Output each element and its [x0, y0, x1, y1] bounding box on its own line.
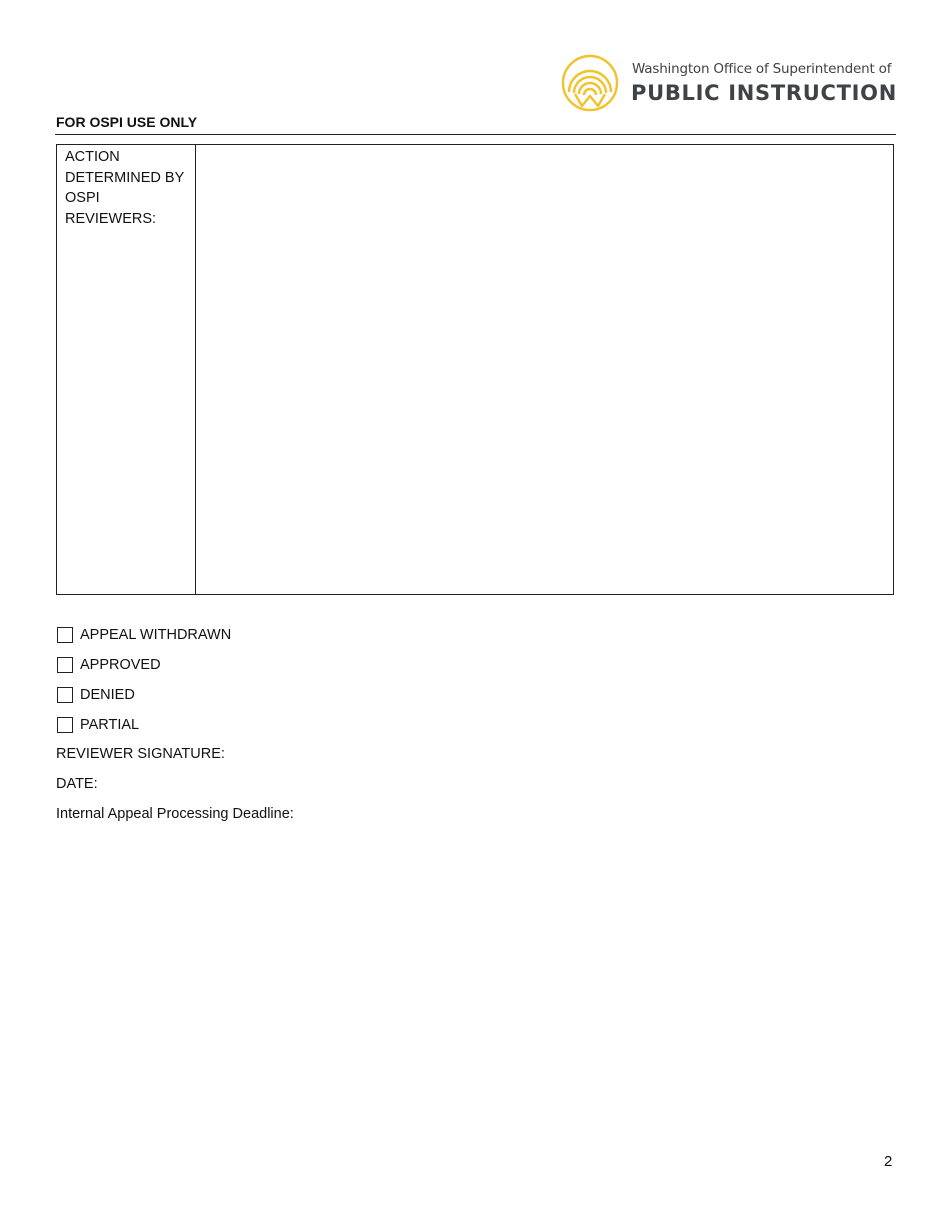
- option-approved[interactable]: [57, 655, 161, 675]
- appeal-withdrawn-checkbox[interactable]: [57, 627, 73, 643]
- logo-agency-name: Washington Office of Superintendent of: [632, 61, 892, 77]
- option-denied[interactable]: [57, 685, 135, 705]
- option-label: APPROVED: [80, 657, 161, 673]
- reviewer-signature-label: REVIEWER SIGNATURE:: [56, 746, 225, 762]
- page-number: 2: [884, 1153, 893, 1170]
- action-label-line-2: DETERMINED BY: [65, 169, 185, 186]
- date-label: DATE:: [56, 776, 98, 792]
- denied-checkbox[interactable]: [57, 687, 73, 703]
- action-label-line-3: OSPI REVIEWERS:: [65, 190, 157, 227]
- option-partial[interactable]: [57, 715, 139, 735]
- option-appeal-withdrawn[interactable]: [57, 625, 231, 645]
- option-label: APPEAL WITHDRAWN: [80, 627, 232, 643]
- ospi-sun-logo-icon: [561, 54, 619, 112]
- partial-checkbox[interactable]: [57, 717, 73, 733]
- option-label: DENIED: [80, 687, 135, 703]
- approved-checkbox[interactable]: [57, 657, 73, 673]
- logo-public-instruction: PUBLIC INSTRUCTION: [631, 81, 898, 105]
- action-table: [56, 144, 894, 595]
- action-label-cell: [57, 145, 196, 594]
- action-input-field[interactable]: [196, 145, 893, 594]
- option-label: PARTIAL: [80, 717, 140, 733]
- ospi-logo: [561, 54, 901, 114]
- action-label-line-1: ACTION: [65, 149, 120, 165]
- heading-divider: [55, 134, 896, 135]
- deadline-label: Internal Appeal Processing Deadline:: [56, 806, 294, 822]
- section-heading: FOR OSPI USE ONLY: [56, 114, 198, 130]
